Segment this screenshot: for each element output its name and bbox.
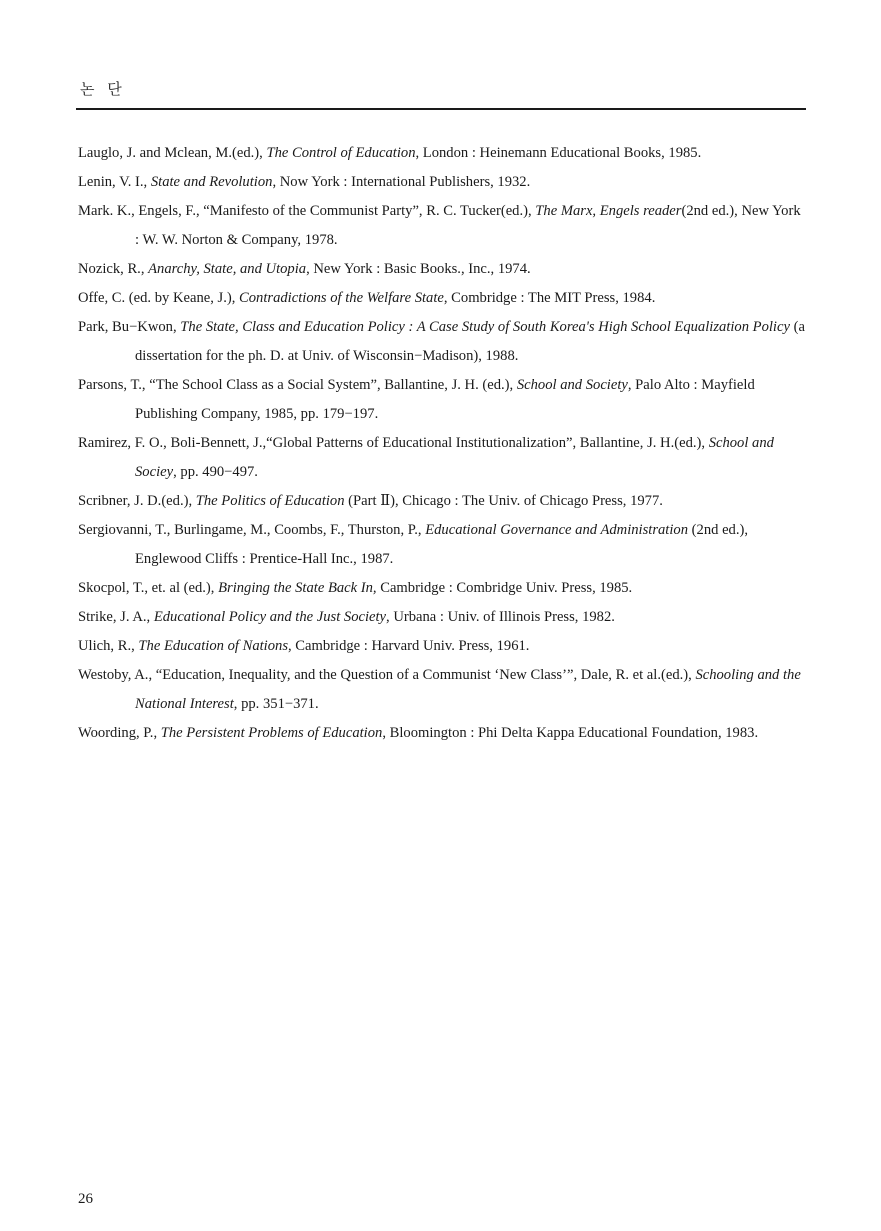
reference-title: Contradictions of the Welfare State <box>239 290 444 306</box>
reference-title: School and Society <box>516 377 628 393</box>
reference-title: Schooling and the National Interest <box>135 667 801 712</box>
reference-entry <box>78 719 808 748</box>
reference-title: State and Revolution <box>150 174 273 190</box>
reference-authors: Woording, P., <box>78 725 161 741</box>
reference-title: Bringing the State Back In, <box>218 580 377 596</box>
reference-authors: Ulich, R., <box>78 638 139 654</box>
reference-authors: Scribner, J. D.(ed.), <box>78 493 196 509</box>
reference-authors: Ramirez, F. O., Boli-Bennett, J.,“Global Patterns of Educational Institutionalization”, Ballantine, J. H.(ed.), <box>78 435 709 451</box>
reference-publication: (2nd ed.), New York : W. W. Norton & Company, 1978. <box>135 203 801 248</box>
reference-entry <box>78 168 808 197</box>
reference-authors: Mark. K., Engels, F., “Manifesto of the Communist Party”, R. C. Tucker(ed.), <box>78 203 536 219</box>
reference-authors: Lenin, V. I., <box>78 174 151 190</box>
reference-publication: , pp. 490−497. <box>173 464 258 480</box>
reference-entry <box>78 255 808 284</box>
reference-publication: , Now York : International Publishers, 1932. <box>272 174 531 190</box>
reference-title: School and Sociey <box>135 435 774 480</box>
reference-publication: (2nd ed.), Englewood Cliffs : Prentice-Hall Inc., 1987. <box>135 522 748 567</box>
reference-entry <box>78 516 808 574</box>
reference-entry <box>78 603 808 632</box>
reference-title: The Education of Nations <box>138 638 288 654</box>
reference-authors: Sergiovanni, T., Burlingame, M., Coombs, F., Thurston, P., <box>78 522 426 538</box>
reference-title: Anarchy, State, and Utopia <box>148 261 307 277</box>
running-header: 논 단 <box>80 80 126 98</box>
reference-entry <box>78 487 808 516</box>
reference-authors: Parsons, T., “The School Class as a Social System”, Ballantine, J. H. (ed.), <box>78 377 517 393</box>
reference-entry <box>78 574 808 603</box>
reference-authors: Westoby, A., “Education, Inequality, and the Question of a Communist ‘New Class’”, Dale, R. et al.(ed.), <box>78 667 696 683</box>
reference-entry <box>78 429 808 487</box>
reference-entry <box>78 284 808 313</box>
reference-publication: (a dissertation for the ph. D. at Univ. of Wisconsin−Madison), 1988. <box>135 319 805 364</box>
reference-authors: Nozick, R., <box>78 261 149 277</box>
header-rule <box>76 108 806 110</box>
reference-publication: , Urbana : Univ. of Illinois Press, 1982. <box>386 609 615 625</box>
reference-entry <box>78 371 808 429</box>
reference-publication: , London : Heinemann Educational Books, 1985. <box>415 145 702 161</box>
reference-title: The Control of Education <box>266 145 416 161</box>
page-number: 26 <box>78 1191 93 1207</box>
reference-authors: Lauglo, J. and Mclean, M.(ed.), <box>78 145 267 161</box>
reference-entry <box>78 139 808 168</box>
reference-title: Educational Governance and Administration <box>425 522 689 538</box>
reference-publication: , New York : Basic Books., Inc., 1974. <box>306 261 531 277</box>
reference-authors: Offe, C. (ed. by Keane, J.), <box>78 290 240 306</box>
reference-title: The Marx, Engels reader <box>535 203 682 219</box>
reference-title: Educational Policy and the Just Society <box>153 609 387 625</box>
reference-list <box>78 139 808 748</box>
reference-entry <box>78 632 808 661</box>
reference-publication: Cambridge : Combridge Univ. Press, 1985. <box>376 580 633 596</box>
reference-publication: (Part Ⅱ), Chicago : The Univ. of Chicago Press, 1977. <box>344 493 663 509</box>
reference-publication: , Cambridge : Harvard Univ. Press, 1961. <box>288 638 530 654</box>
reference-publication: , Palo Alto : Mayfield Publishing Company, 1985, pp. 179−197. <box>135 377 755 422</box>
reference-publication: , pp. 351−371. <box>233 696 319 712</box>
reference-title: The State, Class and Education Policy : A Case Study of South Korea's High School Equalization Policy <box>180 319 790 335</box>
reference-authors: Park, Bu−Kwon, <box>78 319 181 335</box>
reference-title: The Persistent Problems of Education <box>160 725 383 741</box>
reference-entry <box>78 197 808 255</box>
reference-authors: Skocpol, T., et. al (ed.), <box>78 580 219 596</box>
reference-entry <box>78 661 808 719</box>
reference-authors: Strike, J. A., <box>78 609 154 625</box>
reference-entry <box>78 313 808 371</box>
reference-publication: , Combridge : The MIT Press, 1984. <box>443 290 656 306</box>
reference-title: The Politics of Education <box>195 493 345 509</box>
reference-publication: , Bloomington : Phi Delta Kappa Educational Foundation, 1983. <box>382 725 759 741</box>
